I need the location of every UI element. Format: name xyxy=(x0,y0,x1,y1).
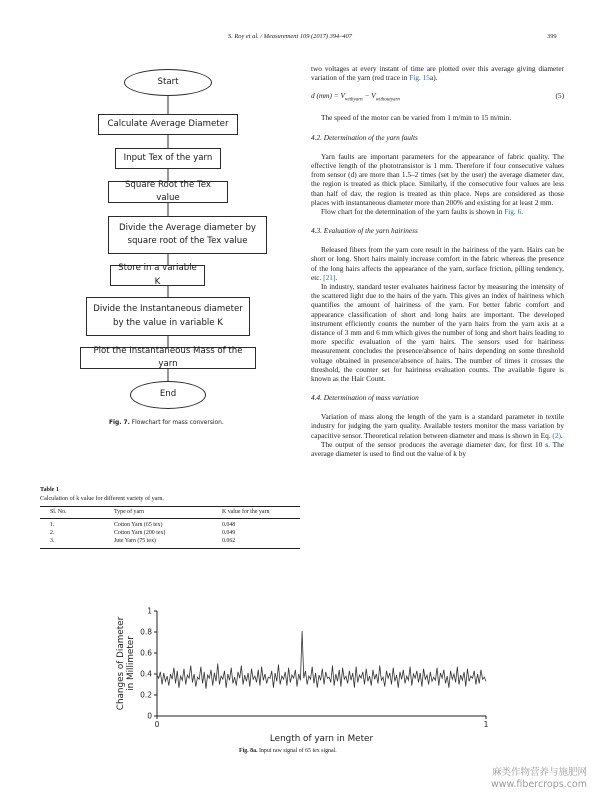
section-4-3-title: 4.3. Evaluation of the yarn hairiness xyxy=(311,226,418,236)
y-axis-label xyxy=(116,616,136,710)
figure-8a-text: Input raw signal of 65 tex signal. xyxy=(258,748,337,754)
watermark xyxy=(491,767,587,791)
section-4-4-title: 4.4. Determination of mass variation xyxy=(311,393,419,403)
table-1-title: Calculation of k value for different variety of yarn. xyxy=(40,495,164,502)
flow-node-divide-average: Divide the Average diameter by square root of the Tex value xyxy=(108,216,267,254)
table-header-cell: Sl. No. xyxy=(50,509,67,515)
series-line xyxy=(157,631,486,689)
paragraph xyxy=(311,245,564,282)
flow-node-plot-mass: Plot the Instantaneous Mass of the yarn xyxy=(80,347,256,369)
text: . xyxy=(560,430,563,440)
section-4-2-title: 4.2. Determination of the yarn faults xyxy=(311,132,418,142)
text: a). xyxy=(429,73,438,83)
figure-8a-label: Fig. 8a. xyxy=(239,748,258,754)
watermark-line2: www.fibercrops.com xyxy=(490,778,587,790)
flow-node-square-root: Square Root the Tex value xyxy=(108,181,228,203)
table-1-caption xyxy=(40,486,164,504)
page-number: 399 xyxy=(547,33,557,40)
equation-text: d $(mm) = V_{withyarn} - V_{withoutyarn}$ xyxy=(311,91,400,103)
flow-node-store-k: Store in a variable K xyxy=(110,265,205,286)
paragraph: The output of the sensor produces the average diameter dav, for first 10 s. The average diameter is used to find out the value of k by xyxy=(311,439,564,458)
text: Flow chart for the determination of the yarn faults is shown in xyxy=(321,206,505,216)
figure-7-label: Fig. 7. xyxy=(109,420,130,426)
equation-5 xyxy=(311,91,564,107)
figure-8a-caption xyxy=(239,748,337,754)
y-tick-label: 0.8 xyxy=(140,627,152,637)
paragraph xyxy=(311,412,564,440)
table-cell: 1. xyxy=(50,522,55,528)
y-tick-label: 0.2 xyxy=(140,690,152,700)
text: . xyxy=(521,206,524,216)
flow-node-start: Start xyxy=(124,69,212,96)
table-cell: 2. xyxy=(50,530,55,536)
paragraph xyxy=(311,64,564,82)
flow-node-divide-instantaneous: Divide the Instantaneous diameter by the value in variable K xyxy=(86,297,250,336)
table-cell: 0.062 xyxy=(222,538,236,544)
right-column-text xyxy=(311,64,564,458)
paragraph: The speed of the motor can be varied from 1 m/min to 15 m/min. xyxy=(321,113,512,123)
flow-node-calculate-average: Calculate Average Diameter xyxy=(98,114,238,135)
y-tick-label: 0 xyxy=(147,711,152,721)
text: Variation of mass along the length of the yarn is a standard parameter in textile industry for judging the yarn quality. Available testers monitor the mass variation by capacitive sensor. Theoretical relation between diameter and mass is shown in Eq. xyxy=(311,412,564,440)
table-cell: 3. xyxy=(50,538,55,544)
paragraph xyxy=(311,207,564,216)
fig6-link[interactable]: Fig. 6 xyxy=(504,206,522,216)
table-cell: 0.049 xyxy=(222,530,236,536)
watermark-line1: 麻类作物营养与施肥网 xyxy=(491,767,587,778)
table-cell: Cotton Yarn (200 tex) xyxy=(114,530,166,536)
figure-7-text: Flowchart for mass conversion. xyxy=(131,420,224,426)
y-tick-label: 0.6 xyxy=(140,648,152,658)
flow-node-end: End xyxy=(130,381,206,409)
table-bottom-rule xyxy=(40,548,300,549)
paragraph: In industry, standard tester evaluates hairiness factor by measuring the intensity of the scattered light due to the hairs of the yarn. This gives an index of hairiness which quantifies the amount of hairiness of the yarn. For better fabric comfort and appearance classification of short and long hairs are important. The developed instrument efficiently counts the number of the yarn hairs from the yarn axis at a distance of 3 mm and 6 mm which gives the number of long and short hairs leading to more specific evaluation of the yarn hairs. The sensors used for hairiness measurement concludes the presence/absence of hairs depending on some threshold voltage obtained in presence/absence of hairs. The number of times it crosses the threshold, the counter set for hairiness evaluation counts. The available figure is known as the Hair Count. xyxy=(311,282,564,383)
text: two voltages at every instant of time are plotted over this average giving diameter variation of the yarn (red trace in xyxy=(311,64,564,83)
paragraph: Yarn faults are important parameters for the appearance of fabric quality. The effective length of the phototransistor is 1 mm. Therefore if four consecutive values from sensor (d) are more than 1.5–2 times (set by the user) the average diameter dav, the region is treated as thick place. Similarly, if the consecutive four values are less than half of dav, the region is treated as thin place. Neps are considered as those places with instantaneous diameter more than 200% and existing for at least 2 mm. xyxy=(311,151,564,207)
y-axis-label-line2: in Millimeter xyxy=(126,636,136,691)
ref-21-link[interactable]: [21] xyxy=(323,272,336,282)
raw-signal-chart xyxy=(110,604,500,744)
chart-svg xyxy=(110,604,500,744)
text: Released fibers from the yarn core result in the hairiness of the yarn. Hairs can be short or long. Short hairs mainly increase comfort in the fabric whereas the presence of the long hairs affects the appearance of the yarn, surface friction, pilling tendency, etc. xyxy=(311,245,564,282)
table-header-rule xyxy=(40,518,300,519)
table-top-rule xyxy=(40,506,300,507)
flow-node-input-tex: Input Tex of the yarn xyxy=(115,148,221,169)
x-tick-label: 1 xyxy=(483,720,489,729)
x-axis-label: Length of yarn in Meter xyxy=(269,734,374,744)
y-tick-label: 0.4 xyxy=(140,669,152,679)
fig15-link[interactable]: Fig. 15 xyxy=(409,73,430,83)
table-header-cell: Type of yarn xyxy=(114,509,145,515)
y-axis-label-line1: Changes of Diameter xyxy=(116,616,126,711)
table-cell: Cotton Yarn (65 tex) xyxy=(114,522,163,528)
y-tick-label: 1 xyxy=(147,606,152,616)
table-cell: Jute Yarn (75 tex) xyxy=(114,538,156,544)
running-head: S. Roy et al. / Measurement 109 (2017) 394–407 xyxy=(228,33,353,40)
x-tick-label: 0 xyxy=(154,720,160,729)
figure-7-caption xyxy=(109,420,224,426)
text: . xyxy=(335,272,338,282)
table-header-cell: K value for the yarn xyxy=(222,509,270,515)
table-cell: 0.048 xyxy=(222,522,236,528)
equation-number: (5) xyxy=(555,91,564,101)
flowchart-figure xyxy=(0,0,300,430)
eq-2-link[interactable]: (2) xyxy=(552,430,561,440)
table-1-label: Table 1 xyxy=(40,487,59,493)
